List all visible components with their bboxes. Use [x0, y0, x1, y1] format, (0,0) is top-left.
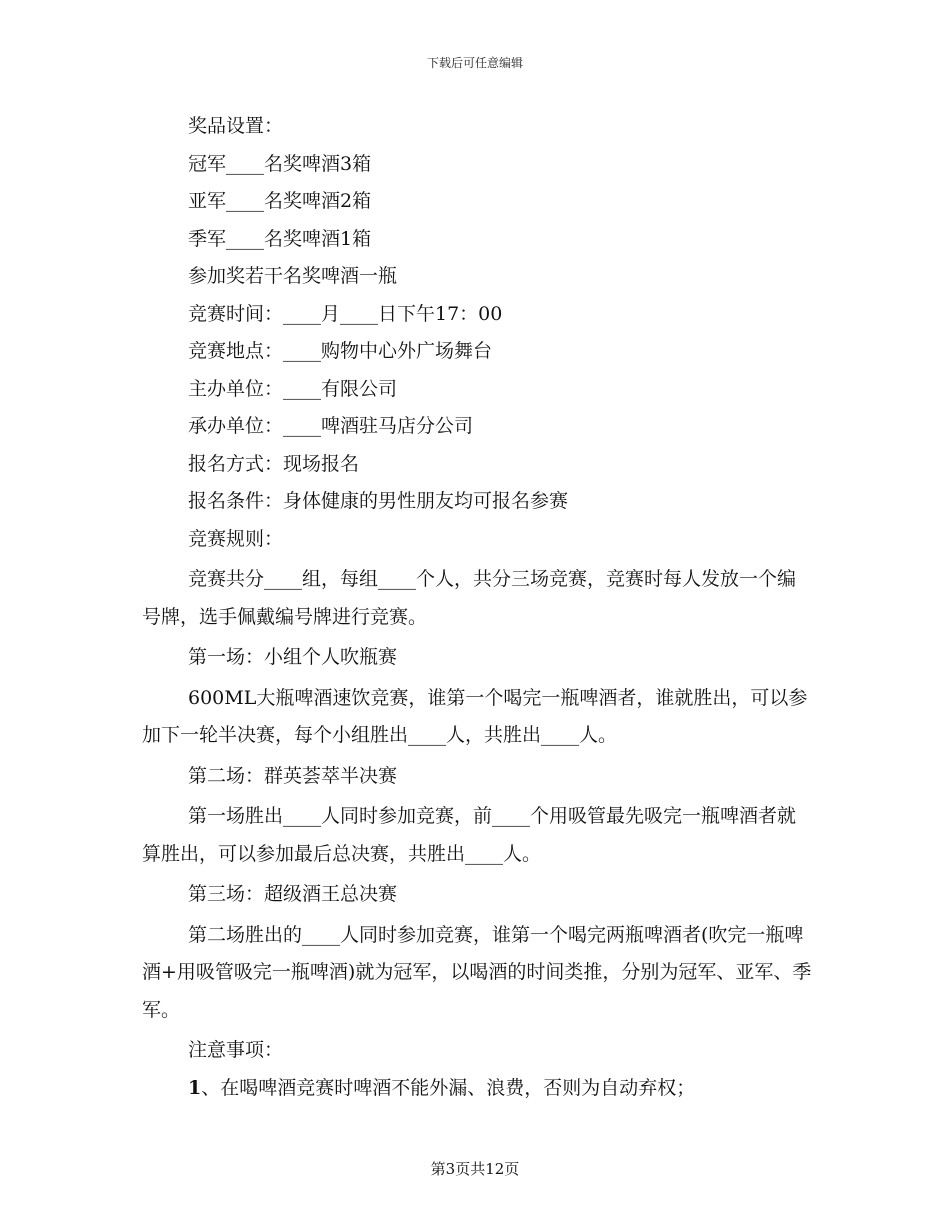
- round-one-paragraph: 600ML大瓶啤酒速饮竞赛，谁第一个喝完一瓶啤酒者，谁就胜出，可以参加下一轮半决赛，每个小组胜出____人，共胜出____人。: [142, 686, 808, 746]
- round-one-heading: 第一场：小组个人吹瓶赛: [188, 646, 398, 668]
- page-header: 下载后可任意编辑: [426, 56, 523, 70]
- co-organizer: 承办单位：____啤酒驻马店分公司: [188, 415, 474, 437]
- prize-participation: 参加奖若干名奖啤酒一瓶: [188, 265, 398, 287]
- prize-heading: 奖品设置：: [188, 115, 284, 137]
- notes-heading: 注意事项：: [188, 1039, 284, 1061]
- round-two-heading: 第二场：群英荟萃半决赛: [188, 764, 398, 787]
- registration-method: 报名方式：现场报名: [188, 452, 360, 475]
- prize-runner-up: 亚军____名奖啤酒2箱: [188, 190, 372, 212]
- note-item-number: 1: [188, 1076, 202, 1099]
- document-body: [142, 108, 812, 1107]
- page-footer: 第3页共12页: [430, 1160, 520, 1178]
- organizer: 主办单位：____有限公司: [188, 377, 398, 400]
- round-three-heading: 第三场：超级酒王总决赛: [188, 883, 398, 905]
- rules-paragraph: 竞赛共分____组，每组____个人，共分三场竞赛，竞赛时每人发放一个编号牌，选手佩戴编号牌进行竞赛。: [142, 568, 797, 628]
- rules-heading: 竞赛规则：: [188, 527, 284, 550]
- prize-third: 季军____名奖啤酒1箱: [188, 227, 372, 250]
- prize-champion: 冠军____名奖啤酒3箱: [188, 152, 372, 175]
- note-item-text: 、在喝啤酒竞赛时啤酒不能外漏、浪费，否则为自动弃权；: [201, 1076, 696, 1099]
- note-item-1: [142, 1070, 812, 1108]
- round-three-paragraph: 第二场胜出的____人同时参加竞赛，谁第一个喝完两瓶啤酒者(吹完一瓶啤酒+用吸管吸完一瓶啤酒)就为冠军，以喝酒的时间类推，分别为冠军、亚军、季军。: [142, 923, 812, 1021]
- registration-conditions: 报名条件：身体健康的男性朋友均可报名参赛: [188, 490, 569, 512]
- contest-time: 竞赛时间：____月____日下午17：00: [188, 302, 503, 325]
- round-two-paragraph: 第一场胜出____人同时参加竞赛，前____个用吸管最先吸完一瓶啤酒者就算胜出，可以参加最后总决赛，共胜出____人。: [142, 805, 797, 865]
- contest-location: 竞赛地点：____购物中心外广场舞台: [188, 340, 493, 362]
